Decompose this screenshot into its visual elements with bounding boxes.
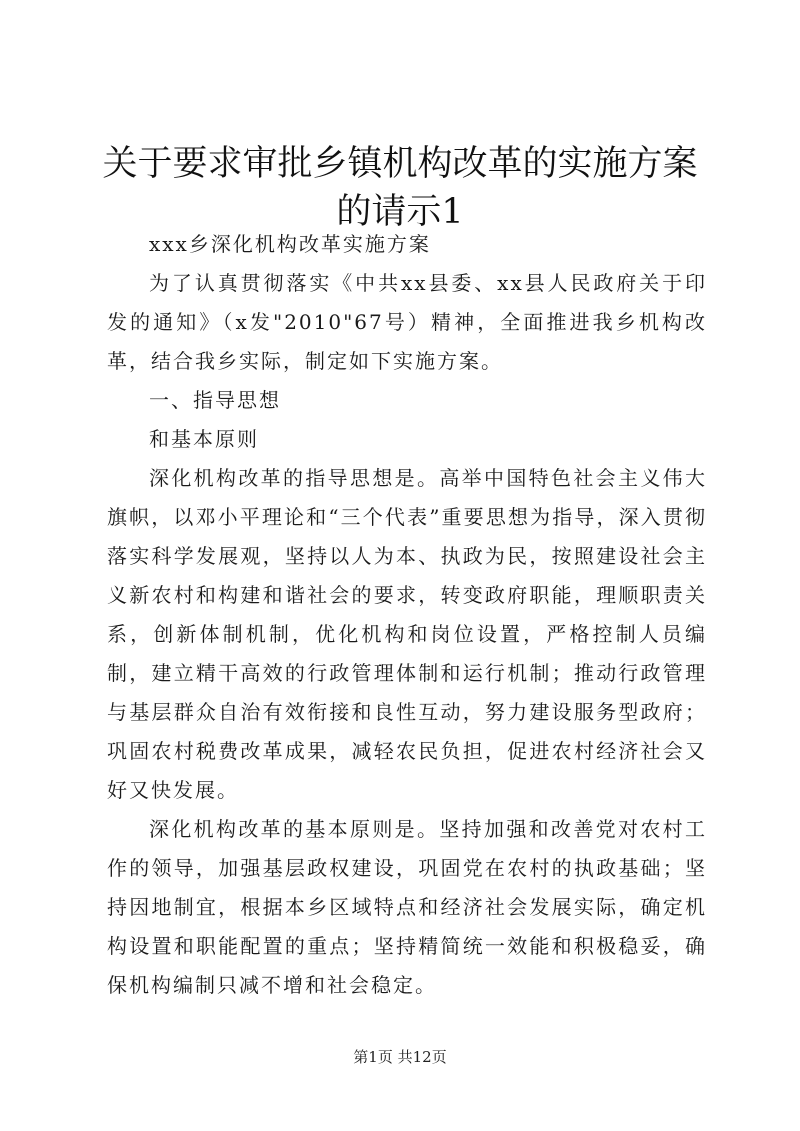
section-heading: 一、指导思想 [149, 388, 281, 412]
intro-paragraph: 为了认真贯彻落实《中共xx县委、xx县人民政府关于印发的通知》（x发"2010"67号）精神，全面推进我乡机构改革，结合我乡实际，制定如下实施方案。 [107, 271, 707, 373]
document-title: 关于要求审批乡镇机构改革的实施方案的请示1 [102, 144, 698, 232]
section-heading-continued: 和基本原则 [149, 427, 259, 451]
page-number-footer: 第1页 共12页 [353, 1048, 447, 1066]
guiding-ideology-paragraph: 深化机构改革的指导思想是。高举中国特色社会主义伟大旗帜，以邓小平理论和“三个代表”重要思想为指导，深入贯彻落实科学发展观，坚持以人为本、执政为民，按照建设社会主义新农村和构建和谐社会的要求，转变政府职能，理顺职责关系，创新体制机制，优化机构和岗位设置，严格控制人员编制，建立精干高效的行政管理体制和运行机制；推动行政管理与基层群众自治有效衔接和良性互动，努力建设服务型政府；巩固农村税费改革成果，减轻农民负担，促进农村经济社会又好又快发展。 [107, 466, 707, 802]
document-body [107, 225, 707, 1005]
subtitle-paragraph: xxx乡深化机构改革实施方案 [149, 232, 431, 256]
basic-principles-paragraph: 深化机构改革的基本原则是。坚持加强和改善党对农村工作的领导，加强基层政权建设，巩固党在农村的执政基础；坚持因地制宜，根据本乡区域特点和经济社会发展实际，确定机构设置和职能配置的重点；坚持精简统一效能和积极稳妥，确保机构编制只减不增和社会稳定。 [107, 817, 707, 997]
